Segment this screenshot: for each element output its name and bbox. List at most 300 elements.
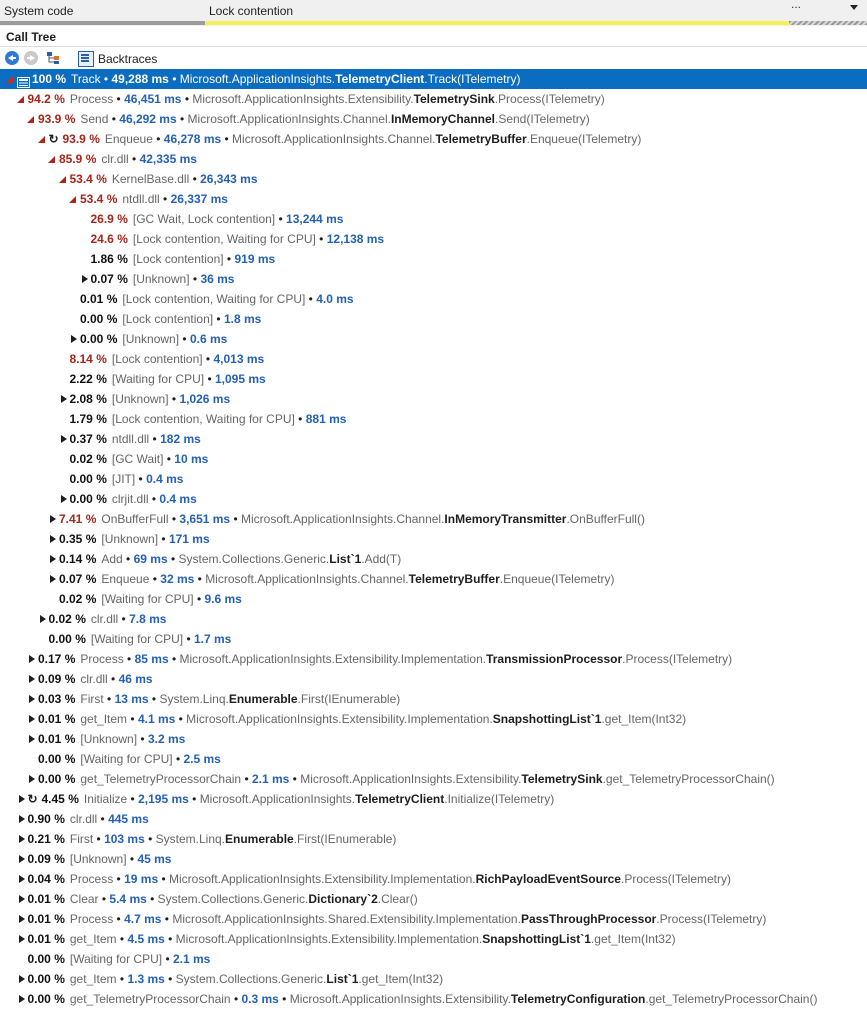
time-value: 2.1 ms: [172, 952, 211, 966]
percent-value: 0.09 %: [27, 852, 65, 866]
percent-value: 0.00 %: [69, 472, 107, 486]
tree-row[interactable]: 85.9 % clr.dll • 42,335 ms: [0, 149, 867, 169]
function-name: [Lock contention, Waiting for CPU]: [122, 292, 306, 306]
percent-value: 53.4 %: [80, 192, 118, 206]
time-value: 3,651 ms: [179, 512, 231, 526]
function-name: ntdll.dll: [111, 432, 150, 446]
call-tree-icon[interactable]: [46, 51, 60, 65]
namespace-text: System.Collections.Generic.: [175, 972, 327, 986]
method-signature: .OnBufferFull(): [566, 512, 645, 526]
percent-value: 2.22 %: [69, 372, 107, 386]
function-name: [Lock contention, Waiting for CPU]: [111, 412, 295, 426]
function-name: Process: [80, 652, 124, 666]
hot-path-icon: [17, 74, 30, 85]
percent-value: 0.37 %: [69, 432, 107, 446]
namespace-text: Microsoft.ApplicationInsights.Extensibility.Implementation.: [179, 652, 487, 666]
percent-value: 0.21 %: [27, 832, 65, 846]
tree-row[interactable]: 94.2 % Process • 46,451 ms • Microsoft.ApplicationInsights.Extensibility.TelemetrySink.Process(ITelemetry): [0, 89, 867, 109]
expand-arrow-icon[interactable]: [27, 655, 36, 664]
tree-row[interactable]: 0.01 % get_Item • 4.5 ms • Microsoft.ApplicationInsights.Extensibility.Implementation.SnapshottingList`1.get_Item(Int32): [0, 929, 867, 949]
class-name: TelemetryBuffer: [408, 572, 500, 586]
toolbar: [0, 49, 867, 68]
percent-value: 0.01 %: [38, 732, 76, 746]
tree-row[interactable]: 7.41 % OnBufferFull • 3,651 ms • Microsoft.ApplicationInsights.Channel.InMemoryTransmitter.OnBufferFull(): [0, 509, 867, 529]
method-signature: .First(IEnumerable): [297, 692, 401, 706]
namespace-text: Microsoft.ApplicationInsights.Extensibility.Implementation.: [186, 712, 493, 726]
back-icon[interactable]: [5, 51, 19, 65]
percent-value: 0.00 %: [27, 992, 65, 1006]
tree-row[interactable]: 0.01 % Process • 4.7 ms • Microsoft.ApplicationInsights.Shared.Extensibility.Implementation.PassThroughProcessor.Process(ITelemetry): [0, 909, 867, 929]
lock-contention-label: Lock contention: [209, 4, 294, 18]
class-name: SnapshottingList`1: [482, 932, 591, 946]
time-value: 46,278 ms: [163, 132, 222, 146]
tree-row[interactable]: 0.01 % get_Item • 4.1 ms • Microsoft.ApplicationInsights.Extensibility.Implementation.SnapshottingList`1.get_Item(Int32): [0, 709, 867, 729]
percent-value: 0.01 %: [27, 932, 65, 946]
percent-value: 0.00 %: [38, 772, 76, 786]
time-value: 3.2 ms: [147, 732, 186, 746]
tree-row[interactable]: 0.14 % Add • 69 ms • System.Collections.Generic.List`1.Add(T): [0, 549, 867, 569]
percent-value: 0.02 %: [59, 592, 97, 606]
time-value: 19 ms: [124, 872, 159, 886]
function-name: Process: [69, 912, 114, 926]
tree-row[interactable]: 0.02 % clr.dll • 7.8 ms: [0, 609, 867, 629]
function-name: clr.dll: [90, 612, 119, 626]
collapse-arrow-icon[interactable]: [27, 115, 36, 124]
leaf-spacer: [59, 355, 68, 364]
function-name: Enqueue: [101, 572, 150, 586]
method-signature: .Send(ITelemetry): [494, 112, 590, 126]
function-name: get_TelemetryProcessorChain: [80, 772, 242, 786]
expand-arrow-icon[interactable]: [48, 575, 57, 584]
function-name: Enqueue: [104, 132, 153, 146]
method-signature: .get_Item(Int32): [358, 972, 444, 986]
function-name: Send: [80, 112, 109, 126]
percent-value: 0.09 %: [38, 672, 76, 686]
function-name: [Unknown]: [69, 852, 127, 866]
recursion-icon: ↻: [27, 792, 38, 807]
chevron-down-icon[interactable]: [850, 5, 858, 10]
method-signature: .Process(ITelemetry): [494, 92, 605, 106]
time-value: 42,335 ms: [139, 152, 197, 166]
class-name: RichPayloadEventSource: [475, 872, 621, 886]
tree-row[interactable]: 0.04 % Process • 19 ms • Microsoft.ApplicationInsights.Extensibility.Implementation.RichPayloadEventSource.Process(ITelemetry): [0, 869, 867, 889]
leaf-spacer: [59, 375, 68, 384]
system-code-label: System code: [4, 4, 74, 18]
method-signature: .get_TelemetryProcessorChain(): [645, 992, 818, 1006]
function-name: ntdll.dll: [122, 192, 160, 206]
time-value: 4.5 ms: [127, 932, 165, 946]
tree-row[interactable]: 0.00 % get_TelemetryProcessorChain • 0.3 ms • Microsoft.ApplicationInsights.Extensibility.TelemetryConfiguration.get_TelemetryProcessorChain(): [0, 989, 867, 1009]
time-value: 9.6 ms: [204, 592, 242, 606]
expand-arrow-icon[interactable]: [17, 815, 26, 824]
collapse-arrow-icon[interactable]: [17, 95, 26, 104]
method-signature: .Initialize(ITelemetry): [444, 792, 555, 806]
system-code-column[interactable]: [0, 0, 205, 22]
tree-row[interactable]: 93.9 % Send • 46,292 ms • Microsoft.ApplicationInsights.Channel.InMemoryChannel.Send(ITelemetry): [0, 109, 867, 129]
time-value: 103 ms: [104, 832, 145, 846]
expand-arrow-icon[interactable]: [17, 895, 26, 904]
tree-row[interactable]: 2.08 % [Unknown] • 1,026 ms: [0, 389, 867, 409]
function-name: [Waiting for CPU]: [69, 952, 163, 966]
expand-arrow-icon[interactable]: [17, 915, 26, 924]
percent-value: 0.01 %: [38, 712, 76, 726]
lock-contention-bar: [205, 21, 789, 25]
percent-value: 100 %: [32, 72, 67, 86]
time-value: 1,026 ms: [179, 392, 231, 406]
class-name: Enumerable: [228, 692, 298, 706]
expand-arrow-icon[interactable]: [17, 975, 26, 984]
percent-value: 4.45 %: [41, 792, 79, 806]
time-value: 85 ms: [134, 652, 169, 666]
percent-value: 0.35 %: [59, 532, 97, 546]
percent-value: 0.00 %: [48, 632, 86, 646]
namespace-text: Microsoft.ApplicationInsights.Extensibility.Implementation.: [175, 932, 483, 946]
method-signature: .Process(ITelemetry): [656, 912, 767, 926]
collapse-arrow-icon[interactable]: [69, 195, 78, 204]
tree-row[interactable]: ↻ 93.9 % Enqueue • 46,278 ms • Microsoft.ApplicationInsights.Channel.TelemetryBuffer.Enqueue(ITelemetry): [0, 129, 867, 149]
time-value: 49,288 ms: [111, 72, 169, 86]
percent-value: 0.00 %: [80, 332, 118, 346]
namespace-text: Microsoft.ApplicationInsights.Channel.: [187, 112, 391, 126]
tree-row[interactable]: ↻ 4.45 % Initialize • 2,195 ms • Microsoft.ApplicationInsights.TelemetryClient.Initialize(ITelemetry): [0, 789, 867, 809]
tree-row[interactable]: 0.00 % [Unknown] • 0.6 ms: [0, 329, 867, 349]
class-name: InMemoryTransmitter: [444, 512, 567, 526]
percent-value: 0.04 %: [27, 872, 65, 886]
percent-value: 93.9 %: [38, 112, 76, 126]
time-value: 1.3 ms: [127, 972, 165, 986]
class-name: TelemetrySink: [413, 92, 495, 106]
percent-value: 0.00 %: [69, 492, 107, 506]
filter-header: [0, 0, 867, 26]
tree-row[interactable]: 0.07 % Enqueue • 32 ms • Microsoft.ApplicationInsights.Channel.TelemetryBuffer.Enqueue(ITelemetry): [0, 569, 867, 589]
tree-row[interactable]: 0.03 % First • 13 ms • System.Linq.Enumerable.First(IEnumerable): [0, 689, 867, 709]
leaf-spacer: [80, 255, 89, 264]
tree-row[interactable]: 0.00 % get_TelemetryProcessorChain • 2.1 ms • Microsoft.ApplicationInsights.Extensibility.TelemetrySink.get_TelemetryProcessorChain(): [0, 769, 867, 789]
leaf-spacer: [59, 455, 68, 464]
tree-row[interactable]: 0.01 % Clear • 5.4 ms • System.Collections.Generic.Dictionary`2.Clear(): [0, 889, 867, 909]
percent-value: 1.86 %: [90, 252, 128, 266]
tree-row[interactable]: 0.01 % [Unknown] • 3.2 ms: [0, 729, 867, 749]
class-name: InMemoryChannel: [390, 112, 495, 126]
method-signature: .Enqueue(ITelemetry): [499, 572, 615, 586]
method-signature: .Enqueue(ITelemetry): [526, 132, 642, 146]
percent-value: 0.00 %: [27, 952, 65, 966]
time-value: 1.8 ms: [223, 312, 262, 326]
expand-arrow-icon[interactable]: [48, 535, 57, 544]
leaf-spacer: [80, 235, 89, 244]
tree-row[interactable]: 0.09 % clr.dll • 46 ms: [0, 669, 867, 689]
function-name: [Lock contention]: [111, 352, 203, 366]
time-value: 36 ms: [200, 272, 235, 286]
tree-row[interactable]: 100 % Track • 49,288 ms • Microsoft.ApplicationInsights.TelemetryClient.Track(ITelemetry): [0, 69, 867, 89]
tree-row[interactable]: 0.00 % clrjit.dll • 0.4 ms: [0, 489, 867, 509]
time-value: 12,138 ms: [326, 232, 385, 246]
percent-value: 2.08 %: [69, 392, 107, 406]
function-name: [Waiting for CPU]: [90, 632, 184, 646]
percent-value: 94.2 %: [27, 92, 65, 106]
namespace-text: System.Collections.Generic.: [157, 892, 309, 906]
function-name: Process: [69, 92, 114, 106]
tree-row[interactable]: 0.02 % [GC Wait] • 10 ms: [0, 449, 867, 469]
namespace-text: Microsoft.ApplicationInsights.Extensibility.: [300, 772, 522, 786]
tree-row[interactable]: 0.21 % First • 103 ms • System.Linq.Enumerable.First(IEnumerable): [0, 829, 867, 849]
time-value: 919 ms: [234, 252, 276, 266]
time-value: 2.1 ms: [251, 772, 290, 786]
tree-row[interactable]: 8.14 % [Lock contention] • 4,013 ms: [0, 349, 867, 369]
function-name: [Lock contention]: [122, 312, 214, 326]
function-name: OnBufferFull: [101, 512, 169, 526]
tree-row[interactable]: 1.79 % [Lock contention, Waiting for CPU] • 881 ms: [0, 409, 867, 429]
function-name: [Unknown]: [132, 272, 190, 286]
recursion-icon: ↻: [48, 132, 59, 147]
expand-arrow-icon[interactable]: [48, 555, 57, 564]
function-name: First: [69, 832, 94, 846]
class-name: TelemetryBuffer: [435, 132, 527, 146]
tree-row[interactable]: 0.37 % ntdll.dll • 182 ms: [0, 429, 867, 449]
expand-arrow-icon[interactable]: [17, 855, 26, 864]
method-signature: .First(IEnumerable): [293, 832, 397, 846]
time-value: 46,292 ms: [119, 112, 177, 126]
namespace-text: Microsoft.ApplicationInsights.Channel.: [240, 512, 445, 526]
time-value: 46,451 ms: [124, 92, 182, 106]
collapse-arrow-icon[interactable]: [48, 155, 57, 164]
collapse-arrow-icon[interactable]: [38, 135, 47, 144]
tree-row[interactable]: 0.90 % clr.dll • 445 ms: [0, 809, 867, 829]
method-signature: .get_TelemetryProcessorChain(): [602, 772, 775, 786]
namespace-text: Microsoft.ApplicationInsights.: [179, 72, 336, 86]
percent-value: 26.9 %: [90, 212, 128, 226]
function-name: First: [80, 692, 104, 706]
function-name: [GC Wait, Lock contention]: [132, 212, 276, 226]
class-name: TelemetryClient: [335, 72, 425, 86]
function-name: [Unknown]: [111, 392, 169, 406]
time-value: 4.7 ms: [124, 912, 162, 926]
expand-arrow-icon[interactable]: [27, 775, 36, 784]
overflow-bar: [789, 21, 867, 25]
percent-value: 7.41 %: [59, 512, 97, 526]
function-name: KernelBase.dll: [111, 172, 190, 186]
class-name: TelemetrySink: [521, 772, 603, 786]
namespace-text: Microsoft.ApplicationInsights.Extensibility.: [289, 992, 511, 1006]
time-value: 0.3 ms: [241, 992, 279, 1006]
method-signature: .Track(ITelemetry): [424, 72, 521, 86]
class-name: SnapshottingList`1: [492, 712, 602, 726]
expand-arrow-icon[interactable]: [48, 515, 57, 524]
time-value: 881 ms: [305, 412, 347, 426]
tree-row[interactable]: 53.4 % ntdll.dll • 26,337 ms: [0, 189, 867, 209]
namespace-text: System.Collections.Generic.: [178, 552, 330, 566]
time-value: 2,195 ms: [138, 792, 189, 806]
class-name: TransmissionProcessor: [486, 652, 623, 666]
tree-row[interactable]: 26.9 % [GC Wait, Lock contention] • 13,244 ms: [0, 209, 867, 229]
time-value: 4.1 ms: [137, 712, 176, 726]
percent-value: 0.17 %: [38, 652, 76, 666]
function-name: get_TelemetryProcessorChain: [69, 992, 231, 1006]
tree-row[interactable]: 0.00 % [Waiting for CPU] • 2.5 ms: [0, 749, 867, 769]
class-name: TelemetryClient: [355, 792, 445, 806]
collapse-arrow-icon[interactable]: [59, 175, 68, 184]
function-name: get_Item: [69, 972, 117, 986]
time-value: 4,013 ms: [213, 352, 265, 366]
expand-arrow-icon[interactable]: [17, 935, 26, 944]
expand-arrow-icon[interactable]: [17, 995, 26, 1004]
function-name: get_Item: [69, 932, 117, 946]
tree-row[interactable]: 0.17 % Process • 85 ms • Microsoft.ApplicationInsights.Extensibility.Implementation.TransmissionProcessor.Process(ITelemetry): [0, 649, 867, 669]
panel-title: Call Tree: [6, 30, 57, 44]
function-name: Clear: [69, 892, 99, 906]
expand-arrow-icon[interactable]: [59, 395, 68, 404]
time-value: 5.4 ms: [109, 892, 147, 906]
function-name: [JIT]: [111, 472, 136, 486]
time-value: 46 ms: [118, 672, 153, 686]
time-value: 32 ms: [160, 572, 195, 586]
expand-arrow-icon[interactable]: [59, 435, 68, 444]
namespace-text: Microsoft.ApplicationInsights.Extensibility.: [192, 92, 414, 106]
method-signature: .Add(T): [361, 552, 402, 566]
tree-row[interactable]: 0.02 % [Waiting for CPU] • 9.6 ms: [0, 589, 867, 609]
collapse-arrow-icon[interactable]: [6, 75, 15, 84]
leaf-spacer: [38, 635, 47, 644]
time-value: 0.6 ms: [189, 332, 228, 346]
percent-value: 0.01 %: [27, 912, 65, 926]
namespace-text: Microsoft.ApplicationInsights.Channel.: [232, 132, 436, 146]
function-name: clrjit.dll: [111, 492, 149, 506]
function-name: [GC Wait]: [111, 452, 164, 466]
time-value: 445 ms: [108, 812, 149, 826]
expand-arrow-icon[interactable]: [27, 695, 36, 704]
percent-value: 0.02 %: [48, 612, 86, 626]
namespace-text: Microsoft.ApplicationInsights.Shared.Extensibility.Implementation.: [172, 912, 521, 926]
tree-row[interactable]: 0.00 % get_Item • 1.3 ms • System.Collections.Generic.List`1.get_Item(Int32): [0, 969, 867, 989]
expand-arrow-icon[interactable]: [59, 495, 68, 504]
percent-value: 0.90 %: [27, 812, 65, 826]
namespace-text: Microsoft.ApplicationInsights.Channel.: [205, 572, 409, 586]
expand-arrow-icon[interactable]: [38, 615, 47, 624]
percent-value: 0.00 %: [38, 752, 76, 766]
method-signature: .get_Item(Int32): [601, 712, 687, 726]
time-value: 2.5 ms: [183, 752, 221, 766]
expand-arrow-icon[interactable]: [69, 335, 78, 344]
expand-arrow-icon[interactable]: [17, 875, 26, 884]
function-name: Process: [69, 872, 114, 886]
function-name: [Unknown]: [122, 332, 180, 346]
function-name: Track: [71, 72, 101, 86]
system-code-bar: [0, 21, 205, 25]
function-name: [Unknown]: [101, 532, 159, 546]
time-value: 69 ms: [133, 552, 168, 566]
class-name: TelemetryConfiguration: [510, 992, 646, 1006]
function-name: clr.dll: [69, 812, 98, 826]
tree-row[interactable]: 0.00 % [Waiting for CPU] • 2.1 ms: [0, 949, 867, 969]
percent-value: 93.9 %: [62, 132, 100, 146]
leaf-spacer: [69, 315, 78, 324]
time-value: 26,337 ms: [170, 192, 228, 206]
forward-icon[interactable]: [24, 51, 38, 65]
class-name: List`1: [326, 972, 359, 986]
percent-value: 1.79 %: [69, 412, 107, 426]
time-value: 171 ms: [168, 532, 210, 546]
percent-value: 0.01 %: [80, 292, 118, 306]
function-name: Add: [101, 552, 123, 566]
tree-row[interactable]: 2.22 % [Waiting for CPU] • 1,095 ms: [0, 369, 867, 389]
leaf-spacer: [59, 415, 68, 424]
percent-value: 0.00 %: [80, 312, 118, 326]
leaf-spacer: [59, 475, 68, 484]
time-value: 0.4 ms: [146, 472, 184, 486]
percent-value: 0.07 %: [90, 272, 128, 286]
time-value: 1,095 ms: [214, 372, 266, 386]
percent-value: 24.6 %: [90, 232, 128, 246]
function-name: [Waiting for CPU]: [80, 752, 173, 766]
function-name: [Waiting for CPU]: [101, 592, 194, 606]
expand-arrow-icon[interactable]: [80, 275, 89, 284]
expand-arrow-icon[interactable]: [27, 715, 36, 724]
tree-row[interactable]: 0.09 % [Unknown] • 45 ms: [0, 849, 867, 869]
expand-arrow-icon[interactable]: [17, 835, 26, 844]
lock-contention-column[interactable]: [205, 0, 867, 22]
tree-row[interactable]: 0.01 % [Lock contention, Waiting for CPU] • 4.0 ms: [0, 289, 867, 309]
time-value: 13,244 ms: [286, 212, 344, 226]
backtraces-button[interactable]: Backtraces: [98, 52, 158, 66]
leaf-spacer: [69, 295, 78, 304]
percent-value: 0.07 %: [59, 572, 97, 586]
namespace-text: Microsoft.ApplicationInsights.: [199, 792, 356, 806]
function-name: [Unknown]: [80, 732, 138, 746]
tree-row[interactable]: 53.4 % KernelBase.dll • 26,343 ms: [0, 169, 867, 189]
expand-arrow-icon[interactable]: [27, 675, 36, 684]
time-value: 13 ms: [114, 692, 149, 706]
leaf-spacer: [48, 595, 57, 604]
function-name: [Lock contention]: [132, 252, 224, 266]
time-value: 10 ms: [174, 452, 209, 466]
function-name: [Lock contention, Waiting for CPU]: [132, 232, 316, 246]
method-signature: .Process(ITelemetry): [620, 872, 732, 886]
tree-row[interactable]: 0.00 % [Waiting for CPU] • 1.7 ms: [0, 629, 867, 649]
method-signature: .get_Item(Int32): [590, 932, 676, 946]
percent-value: 85.9 %: [59, 152, 97, 166]
function-name: clr.dll: [80, 672, 108, 686]
method-signature: .Process(ITelemetry): [622, 652, 733, 666]
percent-value: 0.02 %: [69, 452, 107, 466]
percent-value: 0.03 %: [38, 692, 76, 706]
time-value: 0.4 ms: [159, 492, 197, 506]
title-divider: [0, 46, 867, 47]
time-value: 7.8 ms: [129, 612, 167, 626]
tree-row[interactable]: 0.35 % [Unknown] • 171 ms: [0, 529, 867, 549]
percent-value: 53.4 %: [69, 172, 107, 186]
namespace-text: Microsoft.ApplicationInsights.Extensibility.Implementation.: [169, 872, 476, 886]
class-name: Dictionary`2: [308, 892, 378, 906]
function-name: Initialize: [83, 792, 128, 806]
tree-row[interactable]: 1.86 % [Lock contention] • 919 ms: [0, 249, 867, 269]
time-value: 45 ms: [137, 852, 172, 866]
tree-row[interactable]: 24.6 % [Lock contention, Waiting for CPU] • 12,138 ms: [0, 229, 867, 249]
overflow-ellipsis[interactable]: ...: [791, 0, 802, 11]
tree-row[interactable]: 0.00 % [JIT] • 0.4 ms: [0, 469, 867, 489]
expand-arrow-icon[interactable]: [27, 735, 36, 744]
namespace-text: System.Linq.: [159, 692, 229, 706]
function-name: get_Item: [80, 712, 128, 726]
percent-value: 0.01 %: [27, 892, 65, 906]
time-value: 182 ms: [160, 432, 201, 446]
expand-arrow-icon[interactable]: [17, 795, 26, 804]
tree-row[interactable]: 0.07 % [Unknown] • 36 ms: [0, 269, 867, 289]
tree-row[interactable]: 0.00 % [Lock contention] • 1.8 ms: [0, 309, 867, 329]
time-value: 1.7 ms: [193, 632, 232, 646]
leaf-spacer: [27, 755, 36, 764]
backtraces-icon[interactable]: [78, 51, 94, 67]
class-name: Enumerable: [225, 832, 294, 846]
